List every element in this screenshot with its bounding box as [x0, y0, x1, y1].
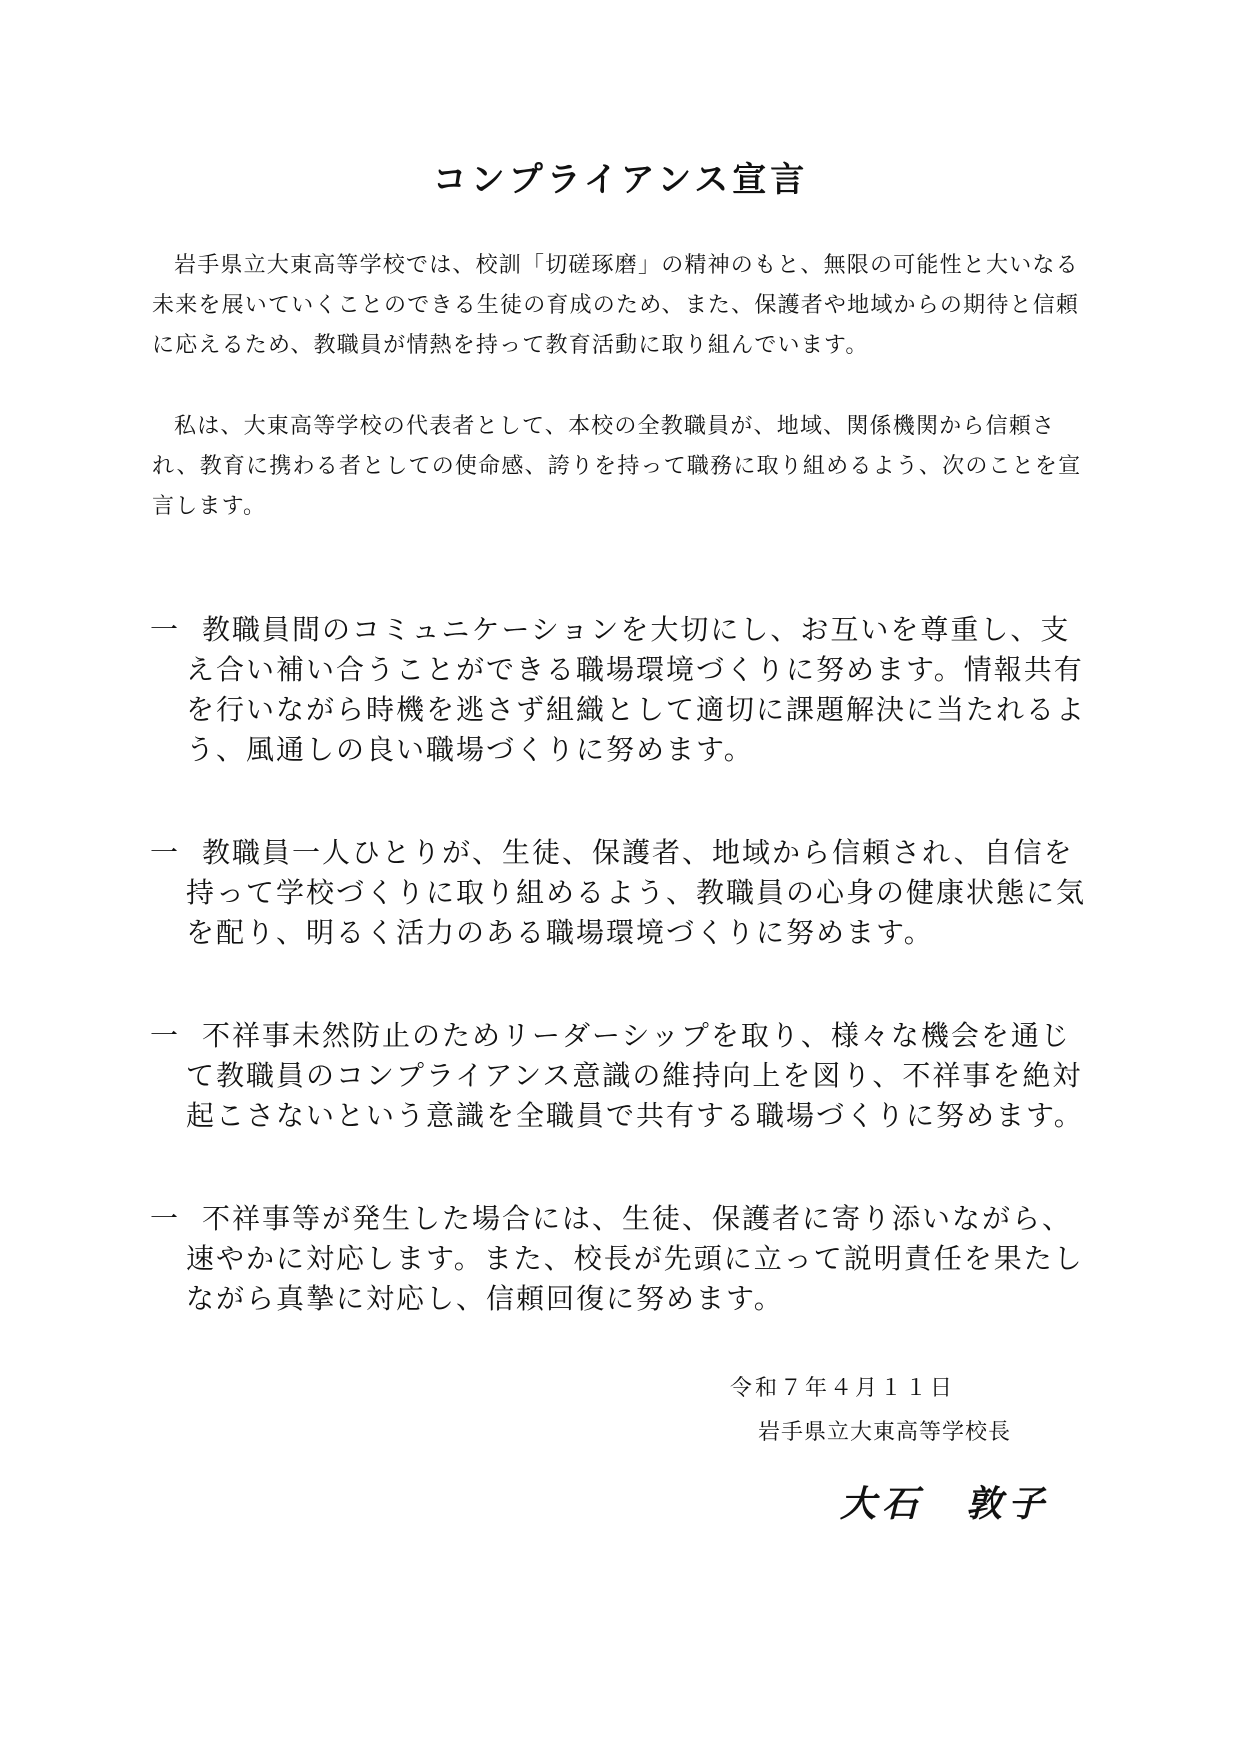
page-title: コンプライアンス宣言: [432, 160, 809, 200]
intro-paragraph-2: 私は、大東高等学校の代表者として、本校の全教職員が、地域、関係機関から信頼され、教育に携わる者としての使命感、誇りを持って職務に取り組めるよう、次のことを宣言します。: [152, 414, 1082, 519]
signature-block: [730, 1372, 1110, 1527]
pledge-item-2: [150, 833, 1095, 953]
intro-paragraph-1: 岩手県立大東高等学校では、校訓「切磋琢磨」の精神のもと、無限の可能性と大いなる未来を展いていくことのできる生徒の育成のため、また、保護者や地域からの期待と信頼に応えるため、教職員が情熱を持って教育活動に取り組んでいます。: [152, 253, 1080, 358]
declaration-date: 令和７年４月１１日: [730, 1376, 956, 1401]
pledge-text: 教職員一人ひとりが、生徒、保護者、地域から信頼され、自信を持って学校づくりに取り組めるよう、教職員の心身の健康状態に気を配り、明るく活力のある職場環境づくりに努めます。: [186, 836, 1087, 949]
pledge-mark: 一: [150, 613, 181, 646]
pledge-item-1: [150, 610, 1095, 770]
pledge-mark: 一: [150, 1019, 181, 1052]
pledge-item-4: [150, 1199, 1095, 1319]
pledge-text: 教職員間のコミュニケーションを大切にし、お互いを尊重し、支え合い補い合うことができる職場環境づくりに努めます。情報共有を行いながら時機を逃さず組織として適切に課題解決に当たれるよう、風通しの良い職場づくりに努めます。: [186, 613, 1087, 766]
pledge-list: [150, 610, 1095, 1382]
signatory-name: 大石 敦子: [840, 1483, 1051, 1525]
pledge-mark: 一: [150, 1202, 181, 1235]
pledge-item-3: [150, 1016, 1095, 1136]
signatory-title: 岩手県立大東高等学校長: [758, 1420, 1012, 1445]
pledge-mark: 一: [150, 836, 181, 869]
pledge-text: 不祥事未然防止のためリーダーシップを取り、様々な機会を通じて教職員のコンプライアンス意識の維持向上を図り、不祥事を絶対起こさないという意識を全職員で共有する職場づくりに努めます。: [186, 1019, 1084, 1132]
pledge-text: 不祥事等が発生した場合には、生徒、保護者に寄り添いながら、速やかに対応します。また、校長が先頭に立って説明責任を果たしながら真摯に対応し、信頼回復に努めます。: [186, 1202, 1084, 1315]
